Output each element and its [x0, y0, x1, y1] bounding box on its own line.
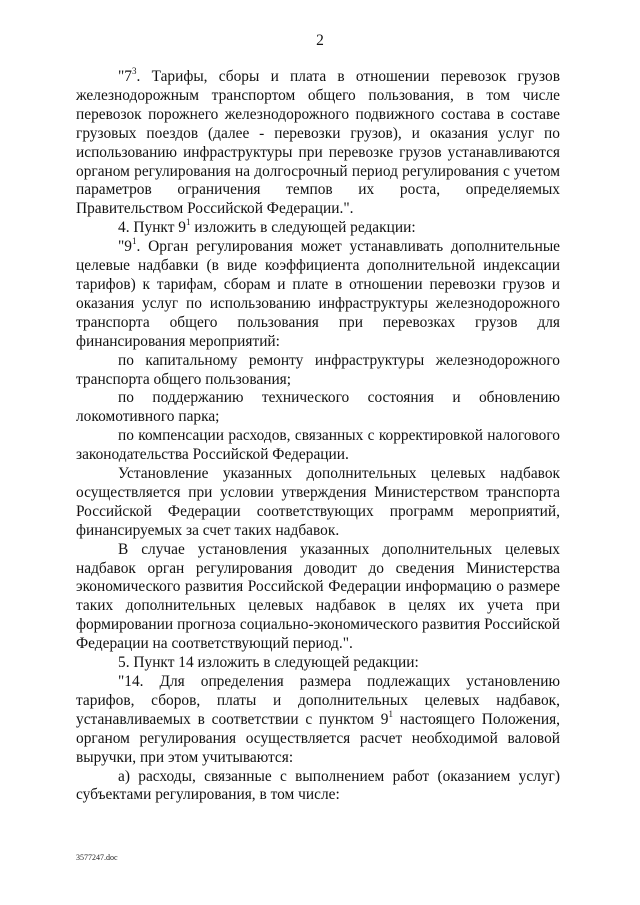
paragraph-capital-repair: по капитальному ремонту инфраструктуры железнодорожного транспорта общего пользования; — [76, 351, 560, 388]
page-number: 2 — [316, 32, 324, 49]
file-name-footer: 3577247.doc — [76, 853, 118, 862]
paragraph-14: "14. Для определения размера подлежащих установлению тарифов, сборов, платы и дополнительных целевых надбавок, устанавливаемых в соответствии с пунктом $9^1$ настоящего Положения, органом регулирования осуществляется расчет необходимой валовой выручки, при этом учитываются: — [76, 673, 560, 766]
paragraph-locomotive-fleet: по поддержанию технического состояния и обновлению локомотивного парка; — [76, 389, 560, 426]
paragraph-item-5: 5. Пункт 14 изложить в следующей редакции: — [118, 654, 419, 672]
paragraph-7-3: "$7^3$. Тарифы, сборы и плата в отношении перевозок грузов железнодорожным транспортом общего пользования, в том числе перевозок порожнего железнодорожного подвижного состава в составе грузовых поездов (далее - перевозки грузов), и оказания услуг по использованию инфраструктуры при перевозке грузов устанавливаются органом регулирования на долгосрочный период регулирования с учетом параметров ограничения темпов их роста, определяемых Правительством Российской Федерации.". — [76, 65, 560, 218]
paragraph-tax-compensation: по компенсации расходов, связанных с корректировкой налогового законодательства Российской Федерации. — [76, 427, 560, 464]
paragraph-expenses-a: а) расходы, связанные с выполнением работ (оказанием услуг) субъектами регулирования, в том числе: — [76, 767, 560, 804]
paragraph-9-1: "$9^1$. Орган регулирования может устанавливать дополнительные целевые надбавки (в виде коэффициента дополнительной индексации тарифов) к тарифам, сборам и плате в отношении перевозки грузов и оказания услуг по использованию инфраструктуры железнодорожного транспорта общего пользования при перевозках грузов для финансирования мероприятий: — [76, 236, 560, 350]
paragraph-establishment: Установление указанных дополнительных целевых надбавок осуществляется при условии утверждения Министерством транспорта Российской Федерации соответствующих программ мероприятий, финансируемых за счет таких надбавок. — [76, 465, 560, 539]
document-body — [76, 65, 560, 805]
paragraph-item-4: 4. Пункт $9^1$ изложить в следующей редакции: — [118, 217, 416, 237]
paragraph-ministry-notice: В случае установления указанных дополнительных целевых надбавок орган регулирования доводит до сведения Министерства экономического развития Российской Федерации информацию о размере таких дополнительных целевых надбавок в целях их учета при формировании прогноза социально-экономического развития Российской Федерации на соответствующий период.". — [76, 540, 560, 653]
